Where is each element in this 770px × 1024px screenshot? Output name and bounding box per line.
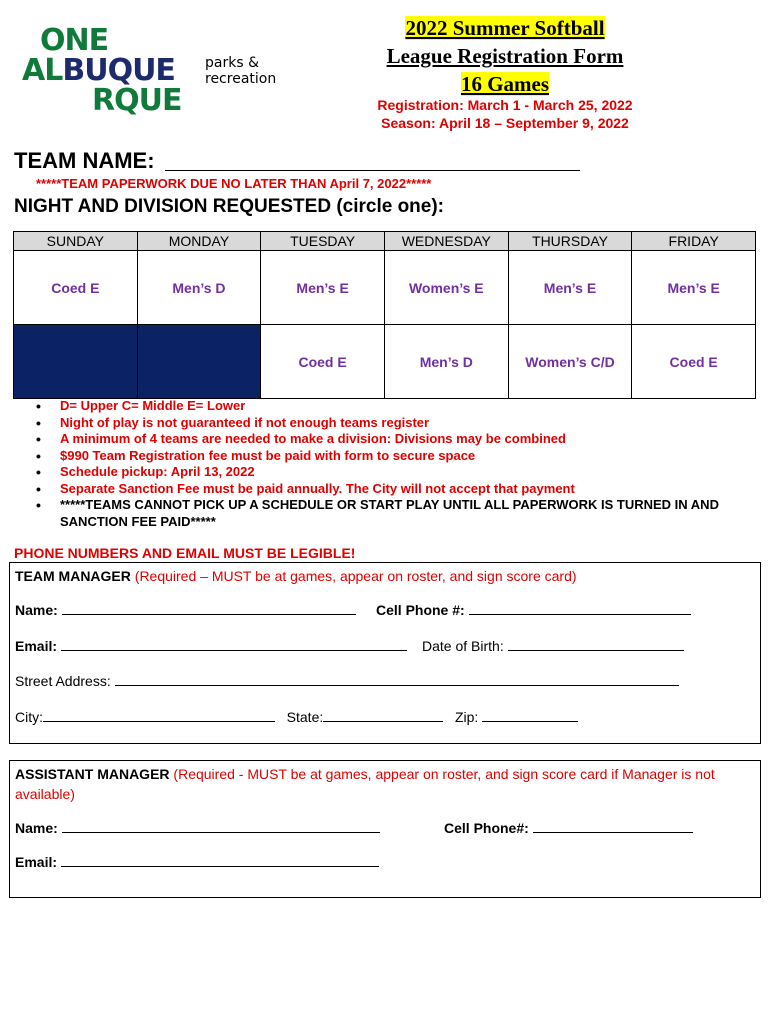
manager-dob-row	[422, 637, 684, 654]
assistant-cell-label: Cell Phone#:	[444, 820, 529, 836]
manager-name-row	[15, 601, 356, 618]
day-header: MONDAY	[137, 232, 261, 251]
manager-name-field[interactable]	[62, 601, 356, 615]
division-option[interactable]: Coed E	[632, 325, 756, 399]
team-name-label: TEAM NAME:	[14, 148, 155, 173]
day-header: FRIDAY	[632, 232, 756, 251]
manager-title: TEAM MANAGER	[15, 568, 131, 584]
assistant-requirement: (Required - MUST be at games, appear on roster, and sign score card if Manager is not available)	[15, 766, 715, 802]
manager-dob-label: Date of Birth:	[422, 638, 504, 654]
manager-name-label: Name:	[15, 602, 58, 618]
manager-city-row	[15, 708, 578, 725]
assistant-cell-row	[444, 819, 693, 836]
division-option[interactable]: Coed E	[261, 325, 385, 399]
manager-street-row	[15, 672, 679, 689]
division-option[interactable]: Men’s D	[384, 325, 508, 399]
unavailable-cell	[14, 325, 138, 399]
manager-state-field[interactable]	[323, 708, 443, 722]
assistant-title: ASSISTANT MANAGER	[15, 766, 170, 782]
division-option[interactable]: Men’s E	[508, 251, 632, 325]
day-header: TUESDAY	[261, 232, 385, 251]
manager-zip-field[interactable]	[482, 708, 578, 722]
division-option[interactable]: Men’s E	[261, 251, 385, 325]
title-line3: 16 Games	[460, 72, 550, 96]
manager-email-row	[15, 637, 407, 654]
table-row	[14, 251, 756, 325]
day-header: WEDNESDAY	[384, 232, 508, 251]
table-header-row	[14, 232, 756, 251]
manager-state-label: State:	[286, 709, 324, 725]
logo-sub-line2: recreation	[205, 71, 277, 87]
night-division-label: NIGHT AND DIVISION REQUESTED (circle one):	[14, 196, 445, 217]
division-option[interactable]: Women’s E	[384, 251, 508, 325]
manager-zip-label: Zip:	[454, 709, 479, 725]
list-item: • Schedule pickup: April 13, 2022	[36, 464, 756, 481]
assistant-email-label: Email:	[15, 854, 58, 870]
legibility-notice: PHONE NUMBERS AND EMAIL MUST BE LEGIBLE!	[14, 545, 356, 561]
title-line1: 2022 Summer Softball	[405, 16, 605, 40]
team-manager-section	[9, 562, 761, 744]
season-period: Season: April 18 – September 9, 2022	[381, 115, 629, 131]
manager-street-field[interactable]	[115, 672, 679, 686]
manager-email-label: Email:	[15, 638, 58, 654]
division-option[interactable]: Women’s C/D	[508, 325, 632, 399]
logo-al: AL	[22, 53, 63, 88]
assistant-name-row	[15, 819, 380, 836]
logo-sub-line1: parks &	[205, 55, 259, 71]
assistant-name-field[interactable]	[62, 819, 380, 833]
form-title	[355, 14, 655, 98]
manager-cell-field[interactable]	[469, 601, 691, 615]
assistant-name-label: Name:	[15, 820, 58, 836]
rules-list	[36, 398, 756, 530]
list-item: • $990 Team Registration fee must be paid with form to secure space	[36, 448, 756, 465]
list-item: • A minimum of 4 teams are needed to make a division: Divisions may be combined	[36, 431, 756, 448]
manager-cell-row	[376, 601, 691, 618]
table-row	[14, 325, 756, 399]
day-header: SUNDAY	[14, 232, 138, 251]
assistant-email-row	[15, 853, 379, 870]
logo-rque: RQUE	[92, 83, 182, 118]
manager-city-field[interactable]	[43, 708, 275, 722]
assistant-manager-section	[9, 760, 761, 898]
list-item: • D= Upper C= Middle E= Lower	[36, 398, 756, 415]
logo-parks-recreation	[205, 55, 276, 87]
manager-heading	[15, 566, 755, 586]
unavailable-cell	[137, 325, 261, 399]
team-name-field[interactable]	[165, 170, 580, 171]
title-line2: League Registration Form	[386, 44, 624, 68]
division-option[interactable]: Men’s D	[137, 251, 261, 325]
paperwork-deadline: *****TEAM PAPERWORK DUE NO LATER THAN April 7, 2022*****	[36, 176, 432, 191]
list-item: • Night of play is not guaranteed if not enough teams register	[36, 415, 756, 432]
division-option[interactable]: Coed E	[14, 251, 138, 325]
division-table	[13, 231, 756, 399]
manager-dob-field[interactable]	[508, 637, 684, 651]
assistant-email-field[interactable]	[61, 853, 379, 867]
list-item: • Separate Sanction Fee must be paid annually. The City will not accept that payment	[36, 481, 756, 498]
assistant-cell-field[interactable]	[533, 819, 693, 833]
division-option[interactable]: Men’s E	[632, 251, 756, 325]
registration-dates	[355, 96, 655, 132]
manager-cell-label: Cell Phone #:	[376, 602, 465, 618]
logo-buque: BUQUE	[62, 53, 175, 88]
manager-requirement: (Required – MUST be at games, appear on roster, and sign score card)	[130, 568, 577, 584]
logo-one: ONE	[40, 23, 109, 58]
day-header: THURSDAY	[508, 232, 632, 251]
list-item: • *****TEAMS CANNOT PICK UP A SCHEDULE OR START PLAY UNTIL ALL PAPERWORK IS TURNED IN AND SANCTION FEE PAID*****	[36, 497, 756, 530]
assistant-heading	[15, 764, 755, 804]
registration-period: Registration: March 1 - March 25, 2022	[377, 97, 633, 113]
manager-email-field[interactable]	[61, 637, 407, 651]
logo-albuque	[22, 53, 175, 88]
manager-street-label: Street Address:	[15, 673, 111, 689]
manager-city-label: City:	[15, 709, 43, 725]
